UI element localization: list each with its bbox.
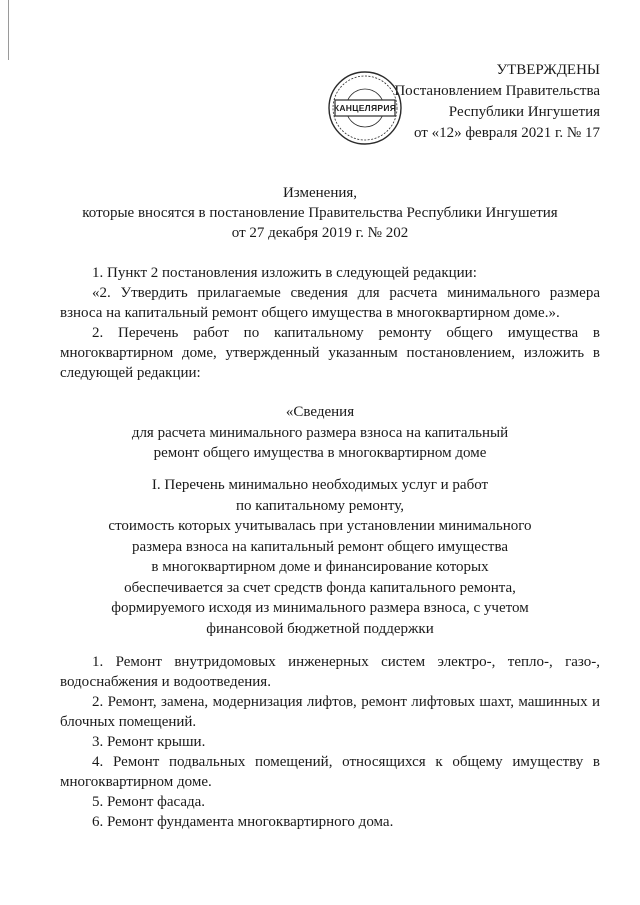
- svedeniya-line-1: «Сведения: [285, 404, 355, 420]
- approval-block: [394, 60, 600, 144]
- section-1-line-4: размера взноса на капитальный ремонт общего имущества: [131, 538, 509, 555]
- section-1-line-1: I. Перечень минимально необходимых услуг и работ: [151, 477, 489, 493]
- intro-paragraph-1: 1. Пункт 2 постановления изложить в следующей редакции:: [92, 265, 477, 281]
- svedeniya-heading: [60, 402, 580, 464]
- list-item: 5. Ремонт фасада.: [92, 794, 206, 810]
- approval-line-date: от «12» февраля 2021 г. № 17: [413, 125, 600, 141]
- stamp-label: КАНЦЕЛЯРИЯ: [333, 103, 397, 113]
- approval-heading: УТВЕРЖДЕНЫ: [496, 62, 600, 78]
- section-1-line-3: стоимость которых учитывалась при установлении минимального: [108, 518, 532, 534]
- intro-paragraph-3: 2. Перечень работ по капитальному ремонту общего имущества в многоквартирном доме, утвержденный указанным постановлением, изложить в следующей редакции:: [60, 325, 600, 381]
- works-list: [60, 652, 600, 832]
- section-1-line-2: по капитальному ремонту,: [236, 497, 404, 514]
- section-1-line-6: обеспечивается за счет средств фонда капитального ремонта,: [124, 579, 516, 596]
- section-1-line-8: финансовой бюджетной поддержки: [206, 620, 434, 637]
- svedeniya-line-2: для расчета минимального размера взноса на капитальный: [131, 424, 509, 441]
- intro-paragraphs: [60, 263, 600, 383]
- title-line-3: от 27 декабря 2019 г. № 202: [231, 225, 409, 241]
- title-line-2: которые вносятся в постановление Правительства Республики Ингушетия: [82, 205, 558, 221]
- list-item: 2. Ремонт, замена, модернизация лифтов, ремонт лифтовых шахт, машинных и блочных помещений.: [60, 694, 600, 730]
- approval-line-republic: Республики Ингушетия: [448, 104, 600, 120]
- section-1-heading: [60, 475, 580, 639]
- intro-paragraph-2: «2. Утвердить прилагаемые сведения для расчета минимального размера взноса на капитальный ремонт общего имущества в многоквартирном доме.».: [60, 285, 600, 321]
- document-title: [50, 183, 590, 243]
- list-item: 4. Ремонт подвальных помещений, относящихся к общему имуществу в многоквартирном доме.: [60, 754, 600, 790]
- list-item: 1. Ремонт внутридомовых инженерных систем электро-, тепло-, газо-, водоснабжения и водоотведения.: [60, 654, 600, 690]
- section-1-line-5: в многоквартирном доме и финансирование которых: [151, 559, 489, 575]
- svedeniya-line-3: ремонт общего имущества в многоквартирном доме: [153, 445, 487, 461]
- approval-line-resolution: Постановлением Правительства: [394, 83, 600, 99]
- section-1-line-7: формируемого исходя из минимального размера взноса, с учетом: [111, 600, 529, 616]
- list-item: 3. Ремонт крыши.: [92, 734, 206, 750]
- list-item: 6. Ремонт фундамента многоквартирного дома.: [92, 814, 394, 830]
- title-line-1: Изменения,: [282, 185, 358, 201]
- scan-edge-line: [8, 0, 9, 60]
